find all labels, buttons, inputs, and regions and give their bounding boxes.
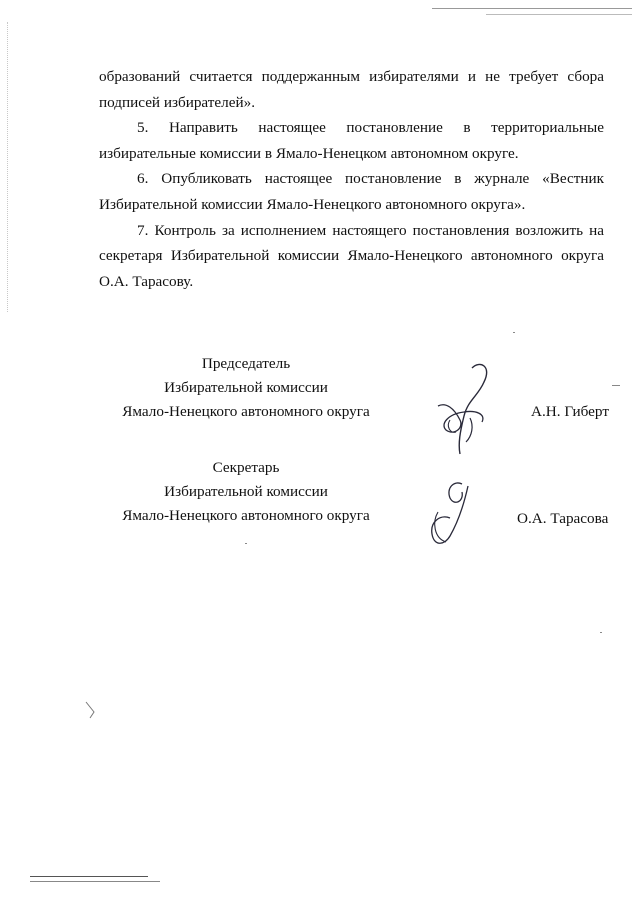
scan-edge-mark: [7, 22, 8, 312]
signatory-organization-region: Ямало-Ненецкого автономного округа: [122, 507, 370, 524]
header-rule: [432, 8, 632, 9]
header-rule-secondary: [486, 14, 632, 15]
scan-stroke-mark: [84, 700, 100, 720]
signatory-position: Председатель: [201, 355, 291, 372]
footer-rule-secondary: [30, 881, 160, 882]
signatory-organization: Избирательной комиссии: [164, 379, 328, 396]
signatory-name-chairman: А.Н. Гиберт: [531, 403, 609, 420]
document-body: [99, 64, 604, 294]
footer-rule: [30, 876, 148, 877]
handwritten-signature-secretary: [420, 476, 484, 554]
scan-speck: [612, 385, 620, 386]
paragraph-continuation: образований считается поддержанным избирателями и не требует сбора подписей избирателей».: [99, 68, 604, 111]
scan-speck: [245, 543, 247, 544]
paragraph-item-5: 5. Направить настоящее постановление в территориальные избирательные комиссии в Ямало-Ненецком автономном округе.: [99, 119, 604, 162]
scan-speck: [513, 332, 515, 333]
signature-block-chairman: [96, 352, 396, 424]
signatory-name-secretary: О.А. Тарасова: [517, 510, 609, 527]
scan-speck: [600, 632, 602, 633]
handwritten-signature-chairman: [420, 356, 500, 456]
signatory-organization-region: Ямало-Ненецкого автономного округа: [122, 403, 370, 420]
signatory-organization: Избирательной комиссии: [164, 483, 328, 500]
signature-block-secretary: [96, 456, 396, 528]
paragraph-item-6: 6. Опубликовать настоящее постановление в журнале «Вестник Избирательной комиссии Ямало-Ненецкого автономного округа».: [99, 170, 604, 213]
paragraph-item-7: 7. Контроль за исполнением настоящего постановления возложить на секретаря Избирательной комиссии Ямало-Ненецкого автономного округа О.А. Тарасову.: [99, 221, 604, 290]
signatory-position: Секретарь: [212, 459, 280, 476]
